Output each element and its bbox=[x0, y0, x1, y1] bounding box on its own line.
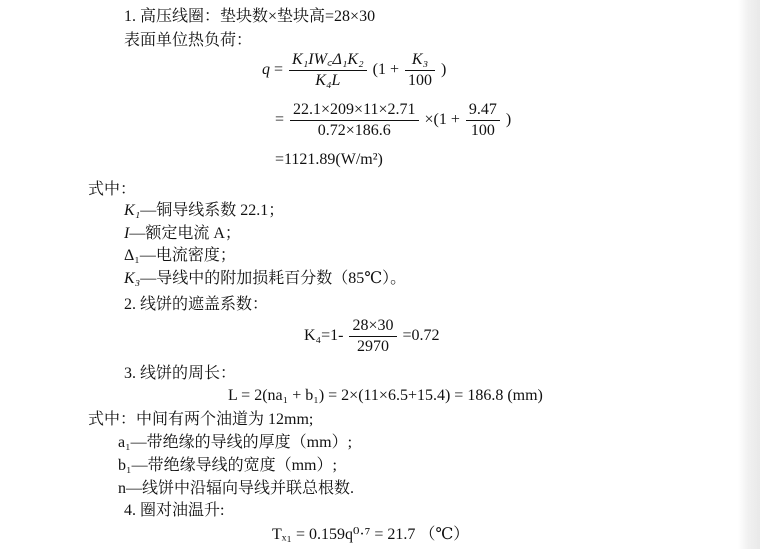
where-1-item-k1 bbox=[124, 201, 284, 221]
formula-perimeter: L = 2(na₁ + b₁) = 2×(11×6.5+15.4) = 186.8 (mm) bbox=[228, 387, 543, 404]
formula-k4 bbox=[304, 316, 440, 357]
formula-k4-lhs: K₄=1- bbox=[304, 327, 344, 345]
formula-q-line2 bbox=[275, 100, 511, 141]
formula-q-step2-small-denominator: 100 bbox=[470, 122, 495, 139]
equals-sign: = bbox=[274, 61, 284, 79]
viewer-scroll-edge bbox=[738, 0, 760, 549]
where-1-item-k3 bbox=[124, 269, 406, 289]
formula-k4-fraction bbox=[349, 316, 396, 357]
formula-q-denominator: K₄L bbox=[315, 72, 341, 89]
where-2-item-n: n—线饼中沿辐向导线并联总根数. bbox=[118, 480, 355, 497]
symbol-i: I bbox=[124, 225, 130, 242]
formula-q-lhs: q bbox=[262, 61, 270, 79]
where-2-item-a1: a₁—带绝缘的导线的厚度（mm）; bbox=[118, 434, 353, 451]
where-1-label: 式中： bbox=[88, 181, 137, 198]
definition-k3: —导线中的附加损耗百分数（85℃）。 bbox=[140, 270, 407, 287]
section-2-heading: 2. 线饼的遮盖系数： bbox=[124, 296, 269, 313]
section-3-heading: 3. 线饼的周长： bbox=[124, 365, 237, 382]
formula-q-main-fraction bbox=[289, 50, 367, 91]
where-1-item-delta1 bbox=[124, 246, 236, 266]
where-1-item-i bbox=[124, 224, 241, 244]
where-2-item-b1: b₁—带绝缘导线的宽度（mm）; bbox=[118, 457, 337, 474]
formula-temperature-rise: Tₓ₁ = 0.159q⁰·⁷ = 21.7 （℃） bbox=[272, 526, 470, 543]
section-1-subheading: 表面单位热负荷： bbox=[124, 32, 253, 49]
symbol-delta1: Δ₁ bbox=[124, 247, 140, 264]
formula-q-k3-denominator: 100 bbox=[408, 72, 433, 89]
formula-q-k3-fraction bbox=[405, 50, 435, 91]
formula-k4-rhs: =0.72 bbox=[402, 327, 440, 345]
formula-q-step2-numerator: 22.1×209×11×2.71 bbox=[290, 100, 418, 121]
symbol-k1: K₁ bbox=[124, 202, 141, 219]
formula-k4-numerator: 28×30 bbox=[349, 316, 396, 337]
formula-q-step2-fraction bbox=[290, 100, 418, 141]
formula-q-step2-mid: ×(1 + bbox=[424, 111, 460, 129]
formula-k4-denominator: 2970 bbox=[357, 338, 389, 355]
formula-q-paren-open: (1 + bbox=[372, 61, 400, 79]
formula-q-step2-denominator: 0.72×186.6 bbox=[317, 122, 391, 139]
section-1-heading: 1. 高压线圈：垫块数×垫块高=28×30 bbox=[124, 8, 376, 25]
section-4-heading: 4. 圈对油温升: bbox=[124, 502, 225, 519]
definition-k1: —铜导线系数 22.1； bbox=[140, 202, 285, 219]
where-2-label: 式中：中间有两个油道为 12mm; bbox=[88, 411, 314, 428]
formula-q-line1 bbox=[262, 50, 446, 91]
formula-q-paren-close: ) bbox=[441, 61, 447, 79]
definition-delta1: —电流密度； bbox=[139, 247, 236, 264]
symbol-k3: K₃ bbox=[124, 270, 141, 287]
equals-sign: = bbox=[275, 111, 285, 129]
formula-q-k3-numerator: K₃ bbox=[405, 50, 435, 71]
formula-q-step2-small-fraction bbox=[466, 100, 500, 141]
definition-i: —额定电流 A； bbox=[129, 225, 241, 242]
formula-q-result: =1121.89(W/m²) bbox=[275, 151, 383, 168]
formula-q-step2-close: ) bbox=[505, 111, 512, 129]
formula-q-step2-small-numerator: 9.47 bbox=[466, 100, 500, 121]
formula-q-numerator: K₁IW꜀Δ₁K₂ bbox=[289, 50, 367, 71]
